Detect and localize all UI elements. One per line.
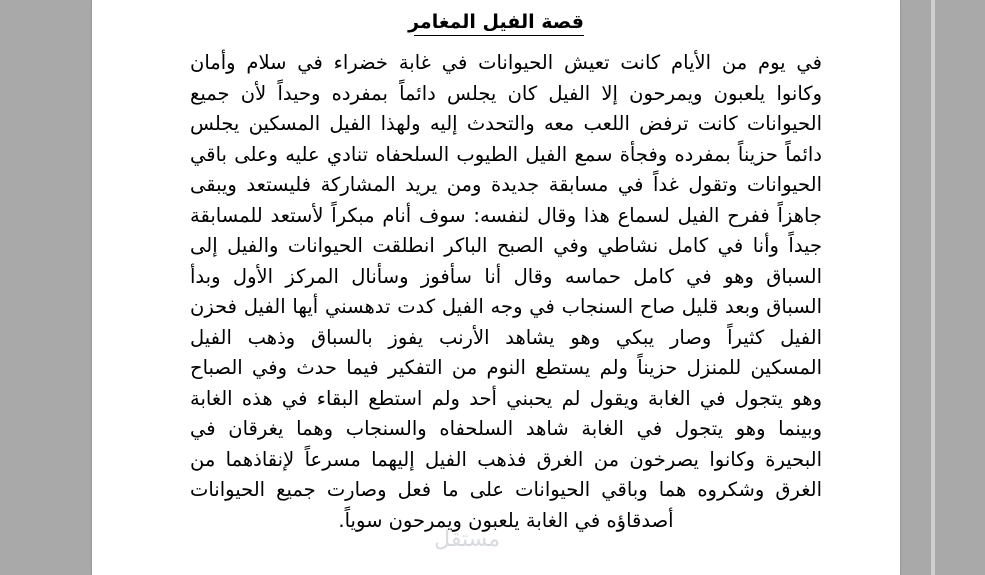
story-line: البحيرة وكانوا يصرخون من الغرق فذهب الفيل إليهما مسرعاً لإنقاذهما من (190, 447, 822, 471)
story-line: الحيوانات كانت ترفض اللعب معه والتحدث إليه ولهذا الفيل المسكين يجلس (190, 112, 822, 135)
story-title: قصة الفيل المغامر (408, 11, 584, 33)
story-line: وكانوا يلعبون ويمرحون إلا الفيل كان يجلس دائماً بمفرده وحيداً لأن جميع (190, 81, 822, 105)
story-line: الفيل كثيراً وصار يبكي وهو يشاهد الأرنب يفوز بالسباق وذهب الفيل (190, 325, 822, 349)
title-underline (414, 35, 584, 36)
story-line: الغرق وشكروه هما وباقي الحيوانات على ما فعل وصارت جميع الحيوانات (190, 478, 822, 501)
scroll-gutter (931, 0, 935, 575)
story-line: الحيوانات وتقول غداً في مسابقة جديدة ومن يريد المشاركة فليستعد ويبقى (190, 173, 822, 196)
story-line: في يوم من الأيام كانت تعيش الحيوانات في غابة خضراء في سلام وأمان (190, 51, 822, 74)
story-line: أصدقاؤه في الغابة يلعبون ويمرحون سوياً. (338, 508, 674, 532)
story-line: وبينما وهو يتجول في الغابة شاهد السلحفاه والسنجاب وهما يغرقان في (190, 417, 822, 440)
watermark-logo: مستقل (434, 527, 500, 552)
story-line: المسكين للمنزل حزيناً ولم يستطع النوم من التفكير فيما حدث وفي الصباح (190, 356, 822, 379)
story-line: السباق وبعد قليل صاح السنجاب في وجه الفيل كدت تدهسني أيها الفيل فحزن (190, 295, 822, 318)
story-line: السباق وهو في كامل حماسه وقال أنا سأفوز وسأنال المركز الأول وبدأ (190, 264, 822, 288)
story-line: جاهزاً ففرح الفيل لسماع هذا وقال لنفسه: سوف أنام مبكراً لأستعد للمسابقة (190, 203, 822, 227)
story-line: وهو يتجول في الغابة ويقول لم يحبني أحد ولم استطع البقاء في هذه الغابة (190, 386, 822, 410)
story-line: جيداً وأنا في كامل نشاطي وفي الصبح الباكر انطلقت الحيوانات والفيل إلى (190, 234, 822, 257)
story-line: دائماً حزيناً بمفرده وفجأة سمع الفيل الطيوب السلحفاه تنادي عليه وعلى باقي (190, 142, 822, 166)
document-page (92, 0, 900, 575)
story-body (190, 48, 822, 536)
